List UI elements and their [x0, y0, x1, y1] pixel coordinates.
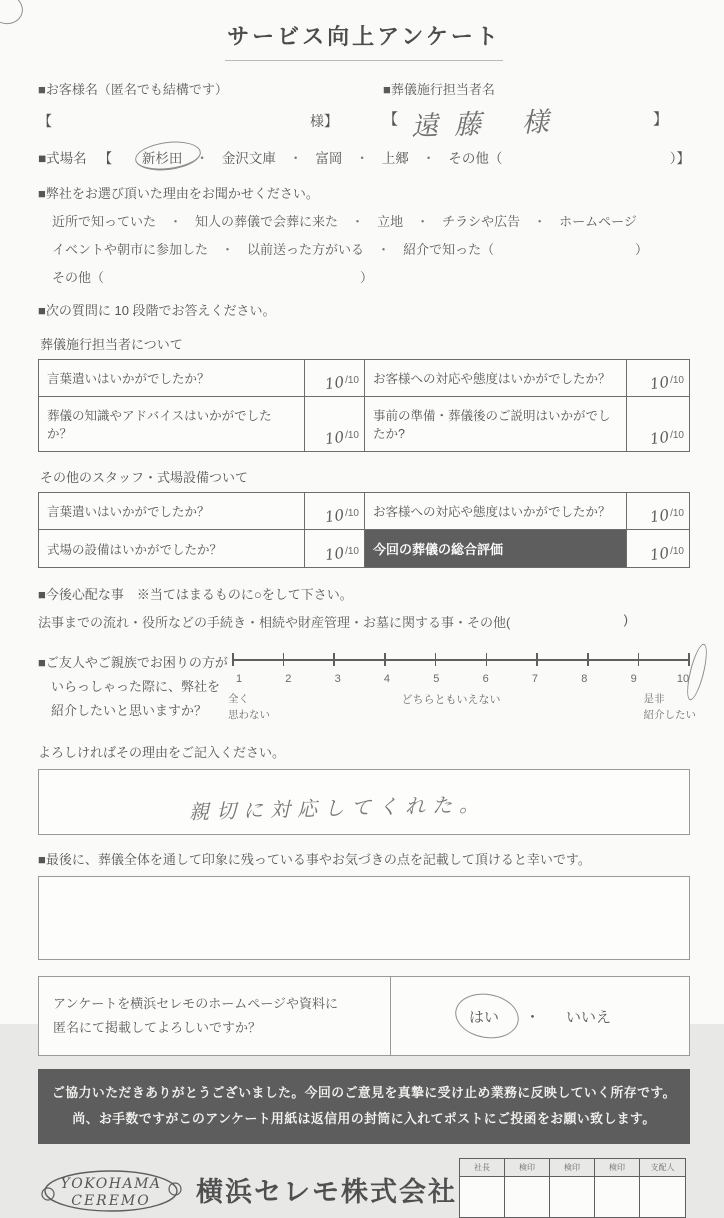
- dot-separator: ・: [377, 242, 391, 257]
- other-paren-close: ）: [360, 270, 374, 285]
- score-denominator: /10: [670, 375, 684, 386]
- customer-name-label: ■お客様名（匿名でも結構です）: [38, 82, 228, 97]
- score-denominator: /10: [670, 430, 684, 441]
- reason-option-event-market: イベントや朝市に参加した: [52, 242, 209, 257]
- dot-separator: ・: [288, 151, 303, 166]
- anchor-high-line1: 是非: [643, 693, 665, 705]
- scale-number-10: [676, 673, 690, 685]
- scale-numbers: [232, 673, 690, 685]
- scale-number-10-label: 10: [676, 673, 690, 685]
- approval-stamp-table: [459, 1158, 686, 1218]
- score-cell: [305, 397, 365, 451]
- reason-options-row1: [38, 211, 690, 230]
- scale-track: [232, 653, 690, 667]
- customer-bracket-open: 【: [38, 113, 52, 129]
- reason-heading: ■弊社をお選び頂いた理由をお聞かせください。: [38, 186, 319, 201]
- page-title: サービス向上アンケート: [227, 24, 501, 49]
- anchor-high-line2: 紹介したい: [643, 708, 696, 721]
- stamp-cell: [460, 1177, 505, 1217]
- customer-bracket-close: 様】: [310, 113, 338, 129]
- reason-section: [38, 183, 690, 286]
- dot-separator: [169, 211, 182, 230]
- banner-line1: ご協力いただきありがとうございました。今回のご意見を真摯に受け止め業務に反映していく所存です。: [52, 1085, 676, 1101]
- reason-option-neighborhood: 近所で知っていた: [52, 214, 157, 229]
- handwritten-comment: 親切に対応してくれた。: [188, 792, 487, 824]
- reason-option-other: その他（: [52, 270, 105, 285]
- stamp-header-check1: 検印: [505, 1159, 550, 1177]
- stamp-header-president: 社長: [460, 1159, 505, 1177]
- footer: [38, 1158, 690, 1218]
- venue-option-shinsugita: [142, 147, 183, 167]
- rating-table2-heading: その他のスタッフ・式場設備ついて: [40, 470, 249, 485]
- venue-label: ■式場名: [38, 151, 87, 166]
- recommend-question-line1: ■ご友人やご親族でお困りの方が: [38, 655, 228, 670]
- dot-separator: ・: [221, 242, 235, 257]
- scale-note: ■次の質問に 10 段階でお答えください。: [38, 303, 276, 318]
- referral-paren-close: ）: [634, 242, 648, 257]
- score-cell: [305, 493, 365, 530]
- reason-options-row2: [38, 239, 690, 258]
- director-name-label: ■葬儀施行担当者名: [383, 82, 495, 97]
- scale-tick: [688, 653, 690, 666]
- rating-table-staff-venue: [38, 492, 690, 568]
- handwritten-score: 10: [323, 543, 346, 565]
- publish-consent-table: [38, 976, 690, 1056]
- question-cell: 言葉遣いはいかがでしたか？: [39, 360, 305, 397]
- concerns-options-line: [38, 612, 690, 631]
- anchor-mid: どちらともいえない: [401, 694, 501, 706]
- score-denominator: /10: [345, 546, 359, 557]
- stamp-cell: [505, 1177, 550, 1217]
- scale-number-3: 3: [334, 673, 341, 685]
- scale-ticks: [232, 653, 690, 666]
- score-cell: [305, 360, 365, 397]
- scale-tick: [638, 653, 640, 666]
- director-name-entry: [383, 106, 668, 143]
- publish-answer: [391, 977, 689, 1055]
- publish-yes-label: はい: [468, 1008, 499, 1026]
- dot: ・: [169, 214, 183, 229]
- recommend-question-line3: 紹介したいと思いますか？: [51, 703, 208, 719]
- dot-separator: ・: [421, 151, 436, 166]
- handwritten-score: 10: [648, 505, 671, 527]
- scale-tick: [435, 653, 437, 666]
- question-cell: 葬儀の知識やアドバイスはいかがでしたか？: [39, 397, 305, 451]
- title-underline: [225, 60, 503, 61]
- handwritten-score: 10: [323, 372, 346, 394]
- question-cell: 言葉遣いはいかがでしたか？: [39, 493, 305, 530]
- handwritten-score: 10: [323, 427, 346, 449]
- names-row: [38, 79, 690, 143]
- scale-tick: [587, 653, 589, 666]
- dot-separator: ・: [416, 214, 430, 229]
- company-name: 横浜セレモ株式会社: [196, 1176, 457, 1207]
- scale-tick: [232, 653, 234, 666]
- stamp-cell: [640, 1177, 685, 1217]
- rating-table-director: [38, 359, 690, 452]
- concerns-heading: ■今後心配な事 ※当てはまるものに○をして下さい。: [38, 587, 353, 602]
- scale-number-4: 4: [383, 673, 391, 685]
- anchor-low-line1: 全く: [228, 693, 249, 705]
- space: [125, 150, 129, 165]
- score-cell: [627, 360, 689, 397]
- score-denominator: /10: [345, 430, 359, 441]
- score-cell: [627, 397, 689, 451]
- venue-option-kanazawabunko: 金沢文庫: [221, 151, 276, 166]
- scale-tick: [283, 653, 285, 666]
- score-cell: [627, 530, 689, 567]
- anchor-low: [228, 692, 270, 724]
- scale-number-9: 9: [630, 673, 637, 685]
- recommend-question-line2: いらっしゃった際に、弊社を: [51, 679, 221, 695]
- customer-name-field: [38, 79, 383, 131]
- score-denominator: /10: [670, 546, 684, 557]
- stamp-header-manager: 支配人: [640, 1159, 685, 1177]
- rating-table1-heading: 葬儀施行担当者について: [40, 337, 183, 352]
- director-bracket-open: 【: [383, 111, 399, 128]
- recommend-question: [38, 651, 232, 728]
- dot-separator: ・: [524, 1008, 540, 1026]
- question-cell: お客様への対応や態度はいかがでしたか？: [365, 493, 627, 530]
- scale-tick: [486, 653, 488, 666]
- scale-number-5: 5: [433, 673, 440, 685]
- reason-option-location: 立地: [377, 214, 404, 229]
- scale-anchors: [228, 692, 696, 728]
- impressions-prompt: ■最後に、葬儀全体を通して印象に残っている事やお気づきの点を記載して頂けると幸いです。: [38, 852, 591, 867]
- handwritten-score: 10: [648, 427, 671, 449]
- venue-option-tomioka: 富岡: [315, 151, 343, 166]
- dot-separator: ・: [533, 214, 547, 229]
- venue-option-label: 新杉田: [141, 151, 183, 166]
- publish-option-no: いいえ: [566, 1008, 612, 1026]
- dot-separator: ・: [351, 214, 365, 229]
- handwritten-score: 10: [648, 372, 671, 394]
- director-name-handwritten: 遠藤 様: [410, 106, 566, 143]
- venue-option-other: その他（: [448, 151, 503, 166]
- handwritten-score: 10: [323, 505, 346, 527]
- dot-separator: ・: [195, 151, 209, 166]
- scale-number-8: 8: [581, 673, 588, 685]
- scale-tick: [536, 653, 538, 666]
- stamp-cell: [550, 1177, 595, 1217]
- handwritten-score: 10: [648, 543, 671, 565]
- stamp-cell: [595, 1177, 640, 1217]
- concerns-paren-close: ): [623, 612, 628, 627]
- reason-option-previous-use: 以前送った方がいる: [247, 242, 365, 257]
- stamp-header-check3: 検印: [595, 1159, 640, 1177]
- dot-separator: ・: [355, 151, 369, 166]
- scale-number-7: 7: [531, 673, 539, 685]
- publish-question-line1: アンケートを横浜セレモのホームページや資料に: [53, 996, 338, 1011]
- reason-free-text-box: [38, 769, 690, 835]
- reason-option-homepage: ホームページ: [559, 214, 637, 229]
- venue-option-kamigo: 上郷: [381, 151, 409, 166]
- scale-tick: [384, 653, 386, 666]
- customer-name-entry: [38, 111, 338, 131]
- concerns-options: 法事までの流れ・役所などの手続き・相続や財産管理・お墓に関する事・その他(: [38, 615, 511, 630]
- score-cell: [627, 493, 689, 530]
- director-name-field: [383, 79, 690, 143]
- impressions-free-text-box: [38, 876, 690, 960]
- score-denominator: /10: [670, 508, 684, 519]
- question-cell: お客様への対応や態度はいかがでしたか？: [365, 360, 627, 397]
- handwritten-circle-mark: [0, 0, 26, 28]
- reason-options-row3: [38, 267, 690, 286]
- venue-field: [38, 147, 690, 167]
- anchor-low-line2: 思わない: [228, 708, 270, 721]
- venue-bracket-close: ）】: [669, 151, 690, 166]
- recommend-section: [38, 651, 696, 728]
- score-cell: [305, 530, 365, 567]
- banner-line2: 尚、お手数ですがこのアンケート用紙は返信用の封筒に入れてポストにご投函をお願い致します。: [72, 1111, 656, 1127]
- scale-number-1: 1: [235, 673, 243, 685]
- overall-rating-header-cell: 今回の葬儀の総合評価: [365, 530, 627, 567]
- reason-option-flyer-ads: チラシや広告: [442, 214, 521, 229]
- publish-option-yes: [469, 1006, 499, 1027]
- stamp-header-check2: 検印: [550, 1159, 595, 1177]
- reason-option-acquaintance-funeral: 知人の葬儀で会葬に来た: [195, 214, 339, 229]
- reason-option-referral: 紹介で知った（: [403, 242, 495, 257]
- publish-question: [39, 977, 391, 1055]
- question-cell: 事前の準備・葬儀後のご説明はいかがでしたか?: [365, 397, 627, 451]
- scale-number-6: 6: [482, 673, 489, 685]
- director-bracket-close: 】: [652, 111, 668, 128]
- anchor-high: [644, 692, 697, 724]
- score-denominator: /10: [345, 508, 359, 519]
- logo-text-ceremo: CEREMO: [71, 1192, 151, 1209]
- recommend-scale: [228, 651, 696, 728]
- thank-you-banner: [38, 1069, 690, 1143]
- reason-box-prompt: よろしければその理由をご記入ください。: [38, 745, 286, 760]
- publish-question-line2: 匿名にて掲載してよろしいですか？: [53, 1020, 262, 1036]
- logo-text-yokohama: YOKOHAMA: [60, 1175, 162, 1192]
- venue-bracket-open: 【: [98, 151, 113, 166]
- question-cell: 式場の設備はいかがでしたか？: [39, 530, 305, 567]
- score-denominator: /10: [345, 375, 359, 386]
- scale-tick: [333, 653, 335, 666]
- company-logo: [38, 1164, 184, 1218]
- scale-number-2: 2: [285, 673, 292, 685]
